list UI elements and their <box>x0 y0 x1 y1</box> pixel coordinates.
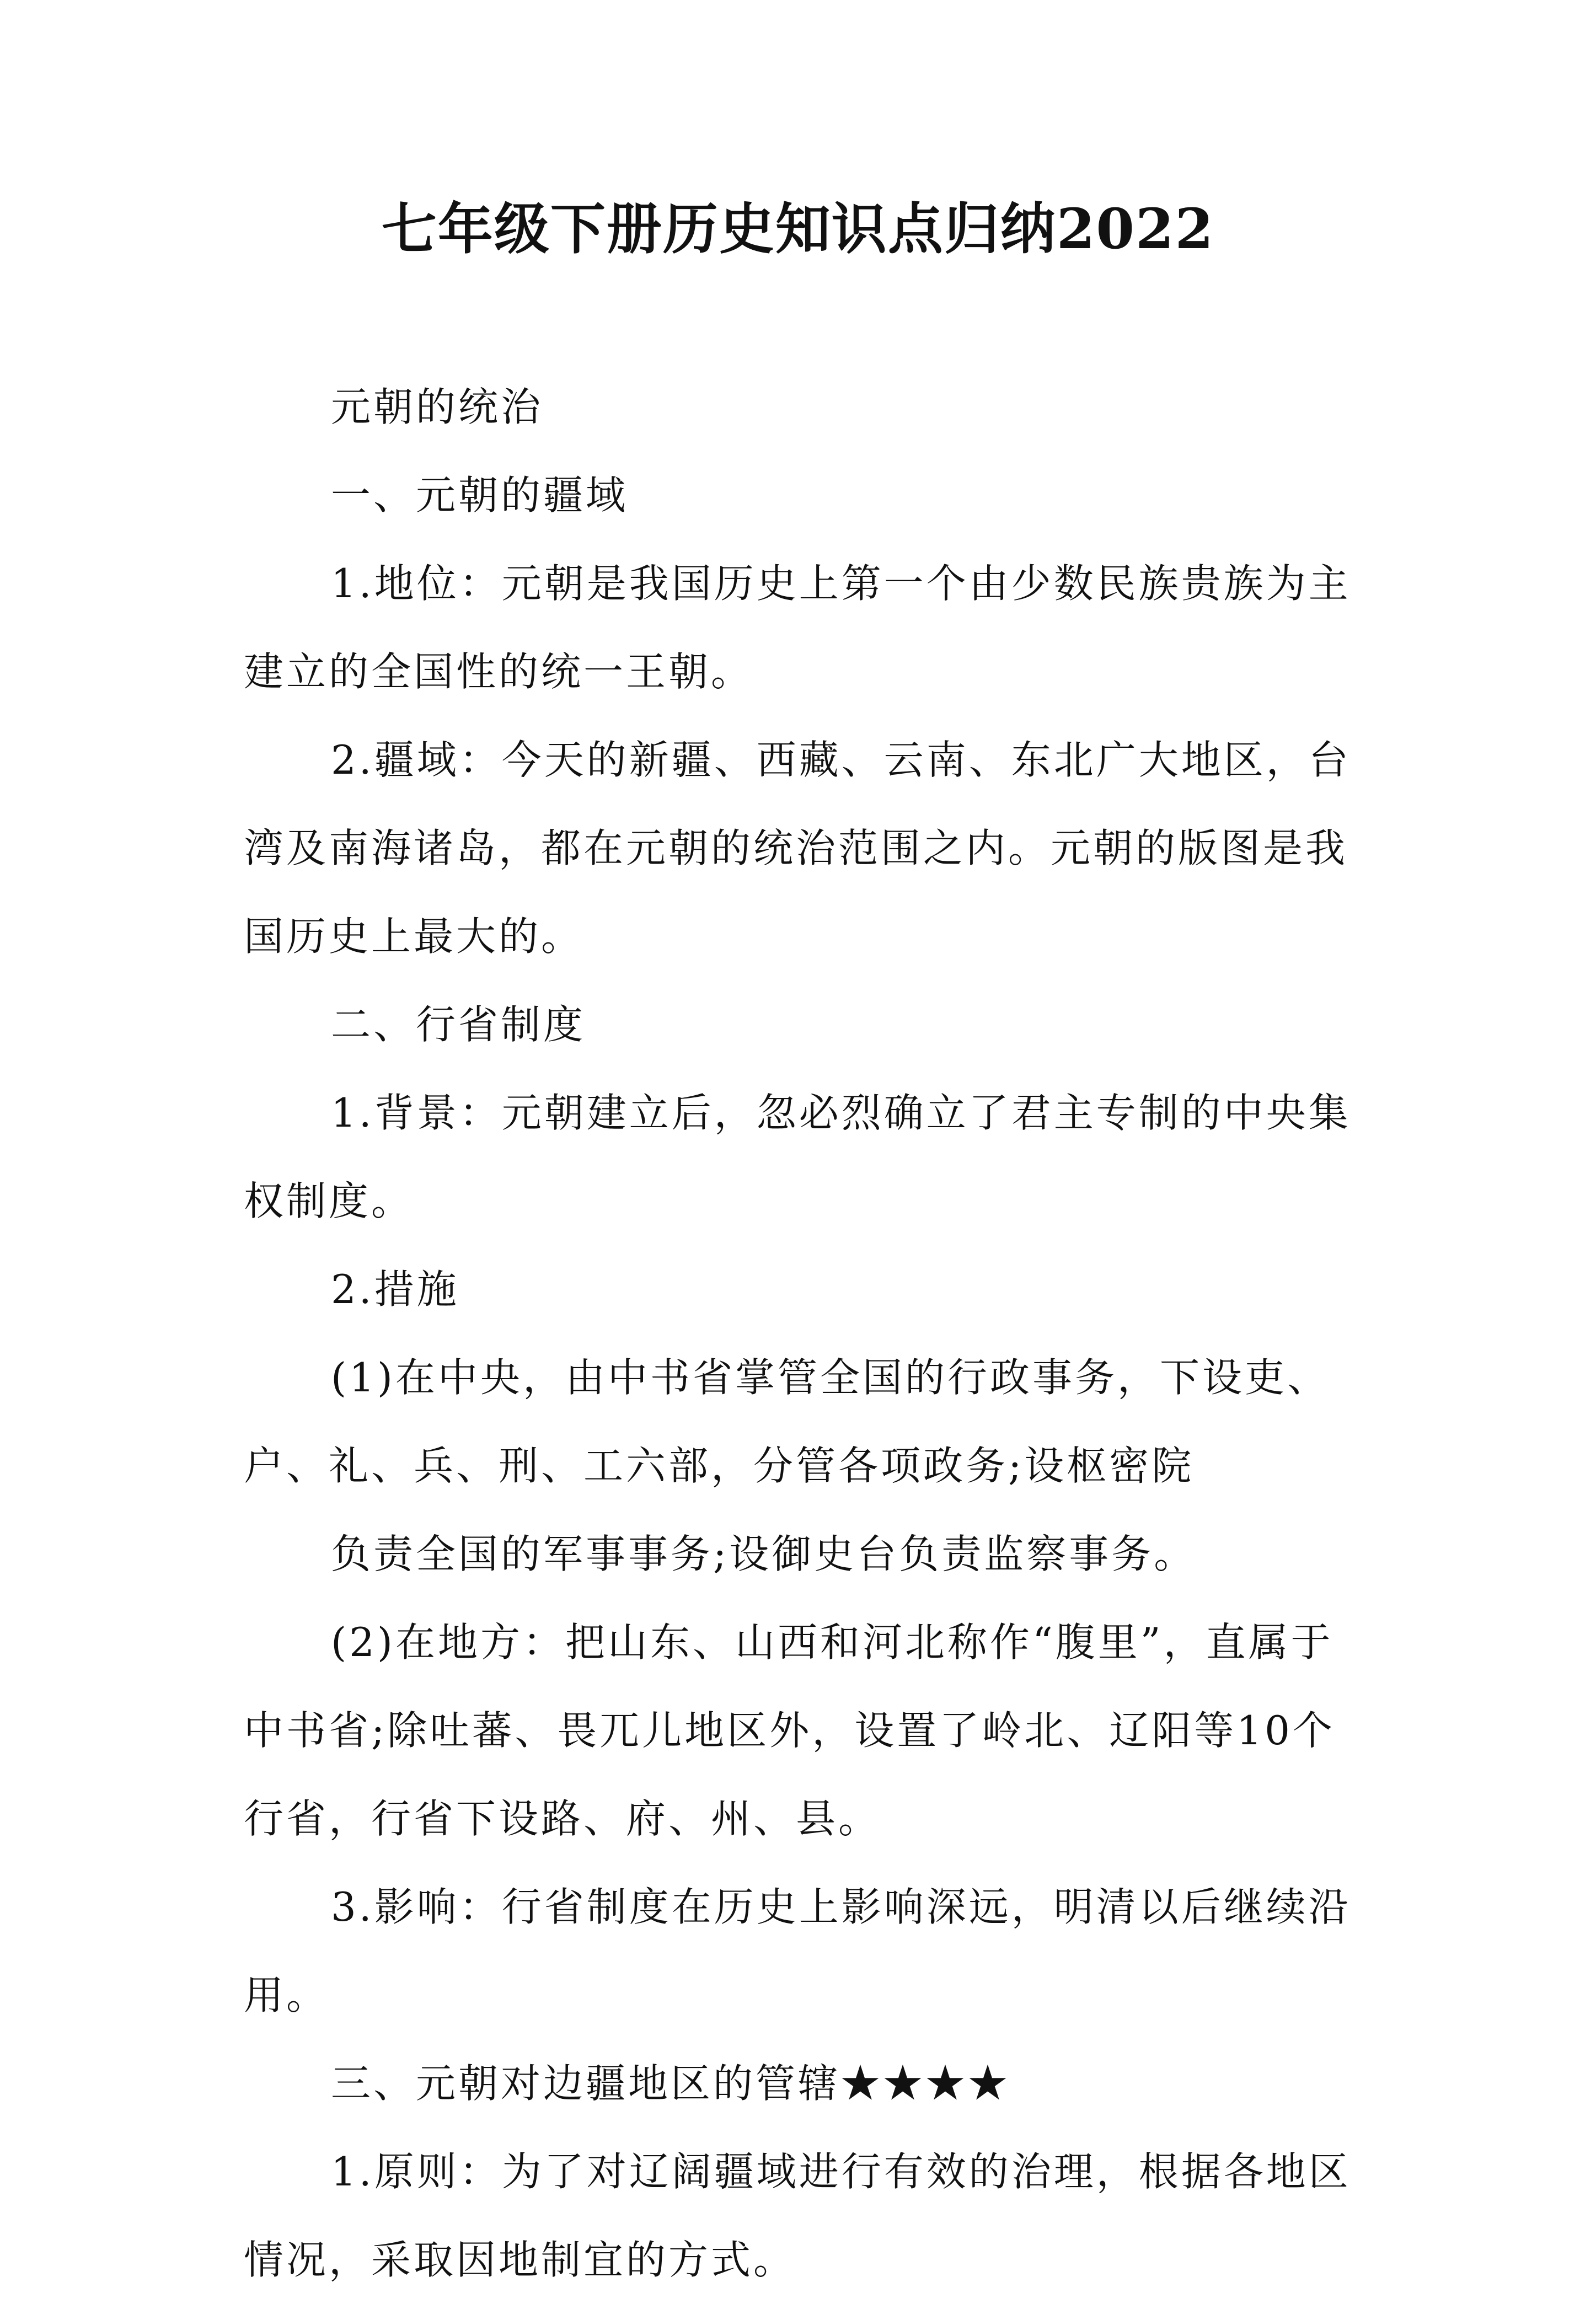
paragraph-influence: 3.影响：行省制度在历史上影响深远，明清以后继续沿用。 <box>244 1884 1351 2018</box>
heading-frontier-governance: 三、元朝对边疆地区的管辖★★★★ <box>331 2060 1011 2107</box>
heading-yuan-territory: 一、元朝的疆域 <box>331 472 629 518</box>
paragraph-central-continued: 负责全国的军事事务;设御史台负责监察事务。 <box>331 1531 1197 1577</box>
paragraph-background: 1.背景：元朝建立后，忽必烈确立了君主专制的中央集权制度。 <box>244 1090 1351 1224</box>
heading-province-system: 二、行省制度 <box>331 1001 586 1048</box>
paragraph-status: 1.地位：元朝是我国历史上第一个由少数民族贵族为主建立的全国性的统一王朝。 <box>244 560 1351 695</box>
paragraph-measures: 2.措施 <box>331 1266 459 1312</box>
paragraph-territory: 2.疆域：今天的新疆、西藏、云南、东北广大地区，台湾及南海诸岛，都在元朝的统治范围之内。元朝的版图是我国历史上最大的。 <box>244 737 1351 960</box>
paragraph-local: (2)在地方：把山东、山西和河北称作“腹里”，直属于中书省;除吐蕃、畏兀儿地区外，设置了岭北、辽阳等10个行省，行省下设路、府、州、县。 <box>244 1619 1335 1842</box>
paragraph-principle: 1.原则：为了对辽阔疆域进行有效的治理，根据各地区情况，采取因地制宜的方式。 <box>244 2148 1351 2283</box>
paragraph-central: (1)在中央，由中书省掌管全国的行政事务，下设吏、户、礼、兵、刑、工六部，分管各项政务;设枢密院 <box>244 1354 1330 1489</box>
paragraph-section-title: 元朝的统治 <box>331 384 544 430</box>
document-body <box>244 363 1369 2304</box>
document-title: 七年级下册历史知识点归纳2022 <box>381 196 1215 261</box>
